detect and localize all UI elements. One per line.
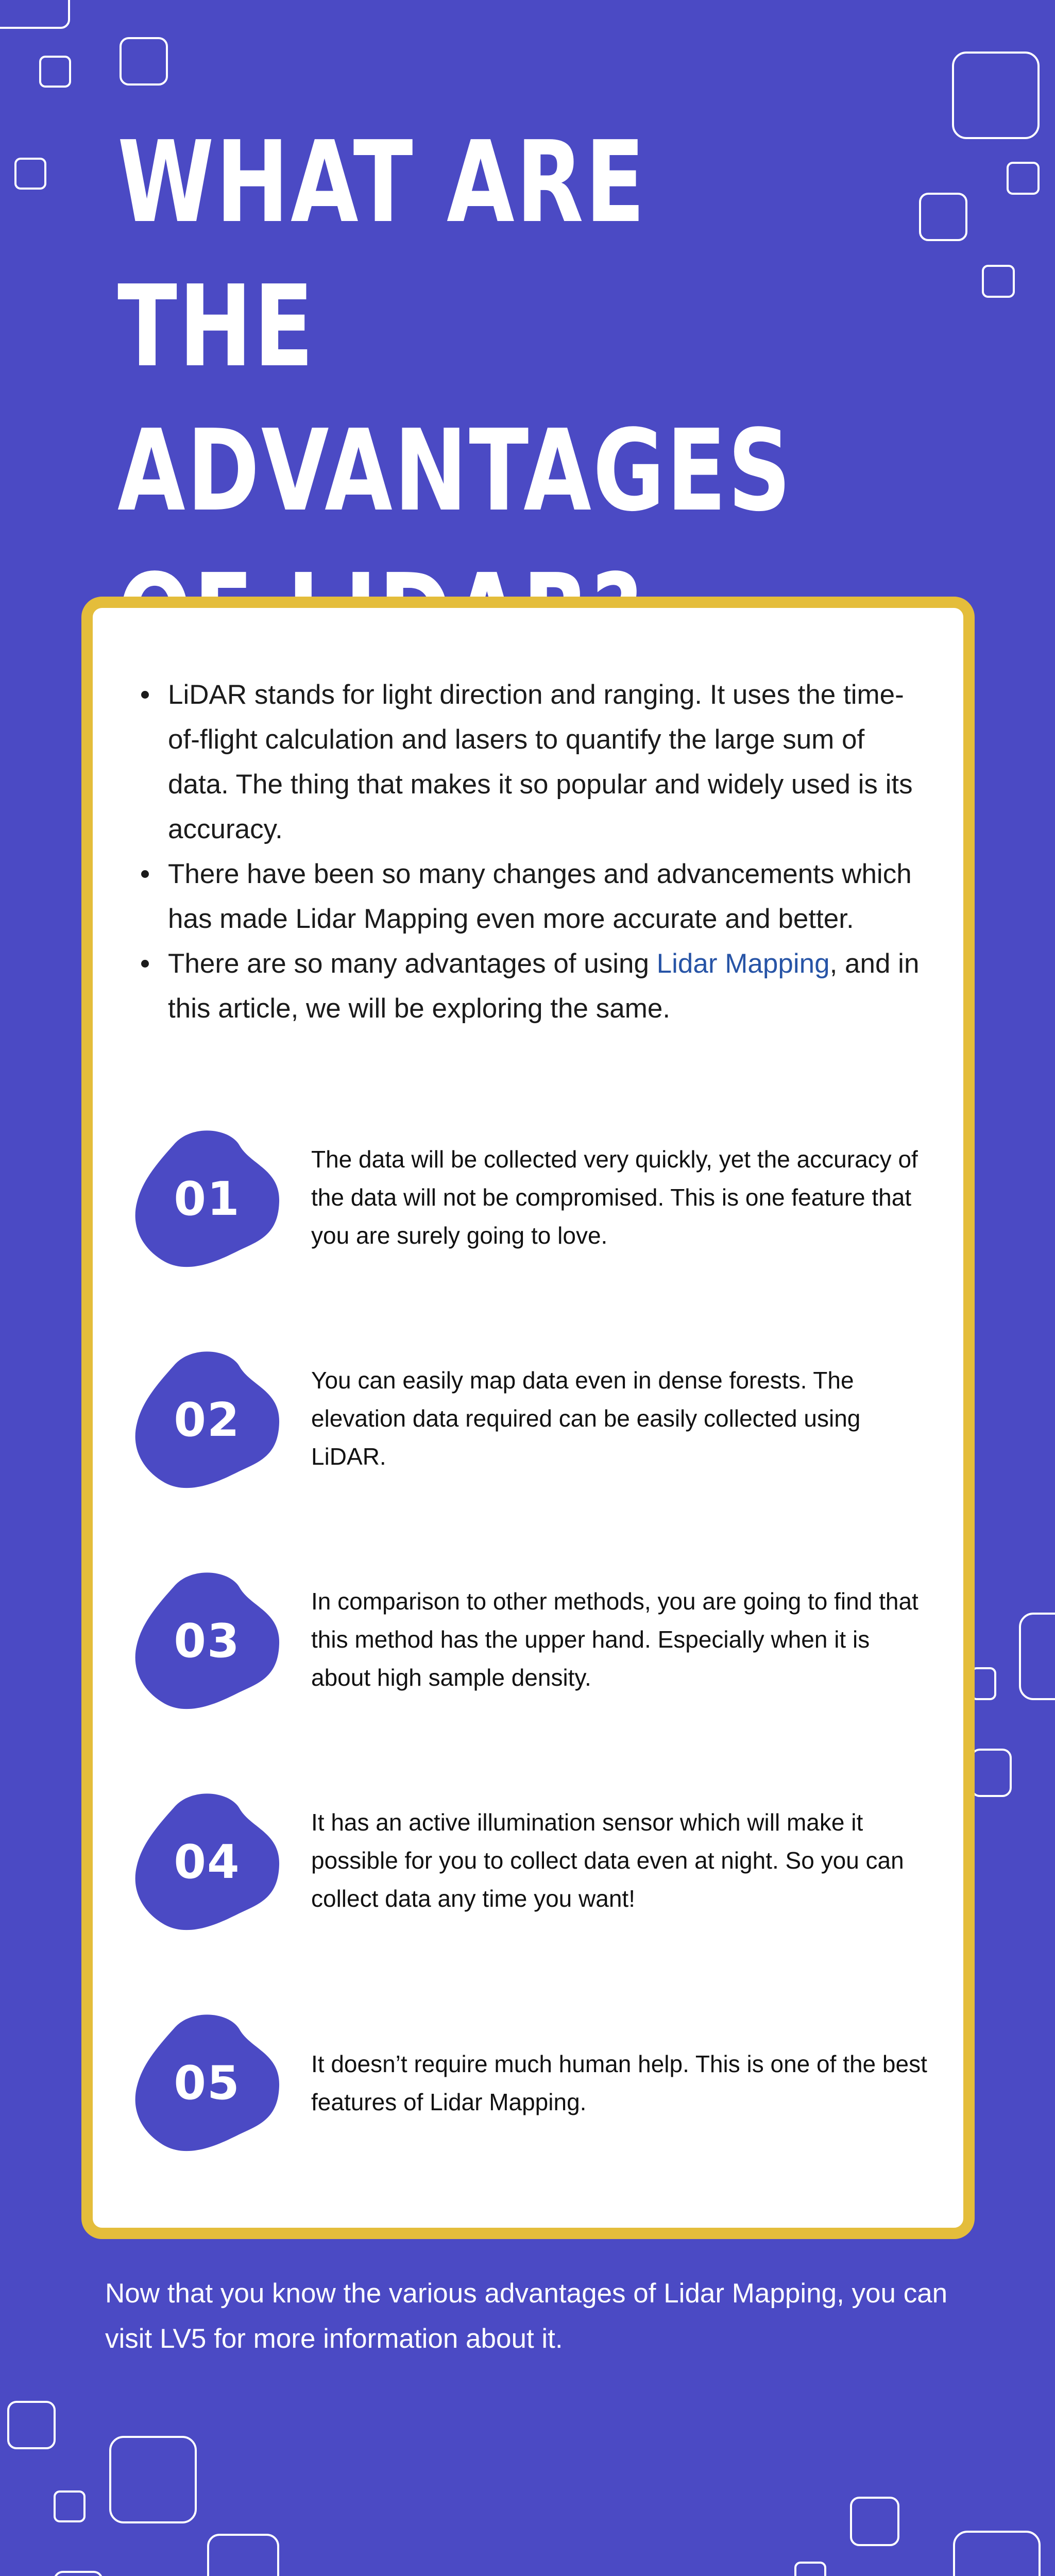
list-item (139, 941, 922, 1031)
decorative-square-icon (794, 2562, 826, 2576)
decorative-square-icon (54, 2490, 86, 2522)
bullet-text: There are so many advantages of using (168, 948, 657, 979)
list-item (139, 672, 922, 852)
decorative-square-icon (971, 1749, 1012, 1797)
decorative-square-icon (54, 2571, 103, 2576)
advantage-item (130, 1125, 933, 1279)
list-item (139, 852, 922, 941)
decorative-square-icon (850, 2497, 899, 2546)
decorative-square-icon (1019, 1613, 1055, 1700)
badge-blob-icon (130, 1125, 284, 1274)
badge-blob-icon (130, 1567, 284, 1716)
bullet-dot-icon (141, 691, 149, 699)
decorative-square-icon (1007, 162, 1040, 195)
lidar-mapping-link[interactable]: Lidar Mapping (656, 948, 830, 979)
bullet-text: , and in this article, we will be exploring the same. (168, 948, 920, 1024)
bullet-dot-icon (141, 960, 149, 968)
decorative-square-icon (120, 37, 168, 86)
content-card (81, 597, 975, 2239)
decorative-square-icon (14, 158, 46, 190)
badge-number: 03 (174, 1614, 241, 1668)
page-title: WHAT ARE THE ADVANTAGES (117, 117, 793, 536)
bullet-dot-icon (141, 870, 149, 878)
decorative-square-icon (7, 2401, 56, 2449)
badge-number: 04 (174, 1835, 241, 1889)
closing-paragraph: Now that you know the various advantages of Lidar Mapping, you can visit LV5 for more information about it. (105, 2278, 948, 2354)
advantage-item (130, 1567, 933, 1721)
badge-blob-icon (130, 1346, 284, 1495)
decorative-square-icon (0, 0, 70, 29)
bullet-text: There have been so many changes and advancements which has made Lidar Mapping even more accurate and better. (168, 859, 912, 934)
badge-number: 01 (174, 1172, 241, 1226)
decorative-square-icon (953, 2531, 1041, 2576)
badge-blob-icon (130, 2009, 284, 2158)
badge-number: 05 (174, 2056, 241, 2110)
intro-bullet-list (139, 672, 922, 1031)
advantage-item (130, 1346, 933, 1500)
advantage-text: It doesn’t require much human help. This is one of the best features of Lidar Mapping. (311, 2050, 927, 2115)
decorative-square-icon (109, 2436, 197, 2523)
advantage-text: You can easily map data even in dense forests. The elevation data required can be easily collected using LiDAR. (311, 1367, 861, 1470)
decorative-square-icon (982, 265, 1015, 298)
decorative-square-icon (207, 2534, 279, 2576)
advantage-item (130, 1788, 933, 1942)
decorative-square-icon (39, 56, 71, 88)
advantage-text: It has an active illumination sensor which will make it possible for you to collect data even at night. So you can collect data any time you want! (311, 1809, 904, 1912)
bullet-text: LiDAR stands for light direction and ranging. It uses the time-of-flight calculation and lasers to quantify the large sum of data. The thing that makes it so popular and widely used is its accuracy. (168, 680, 913, 844)
advantage-text: The data will be collected very quickly, yet the accuracy of the data will not be compromised. This is one feature that you are surely going to love. (311, 1146, 918, 1249)
decorative-square-icon (952, 52, 1040, 139)
badge-blob-icon (130, 1788, 284, 1937)
badge-number: 02 (174, 1393, 241, 1447)
advantage-text: In comparison to other methods, you are going to find that this method has the upper hand. Especially when it is about high sample density. (311, 1588, 918, 1691)
advantage-item (130, 2009, 933, 2163)
decorative-square-icon (919, 193, 967, 241)
